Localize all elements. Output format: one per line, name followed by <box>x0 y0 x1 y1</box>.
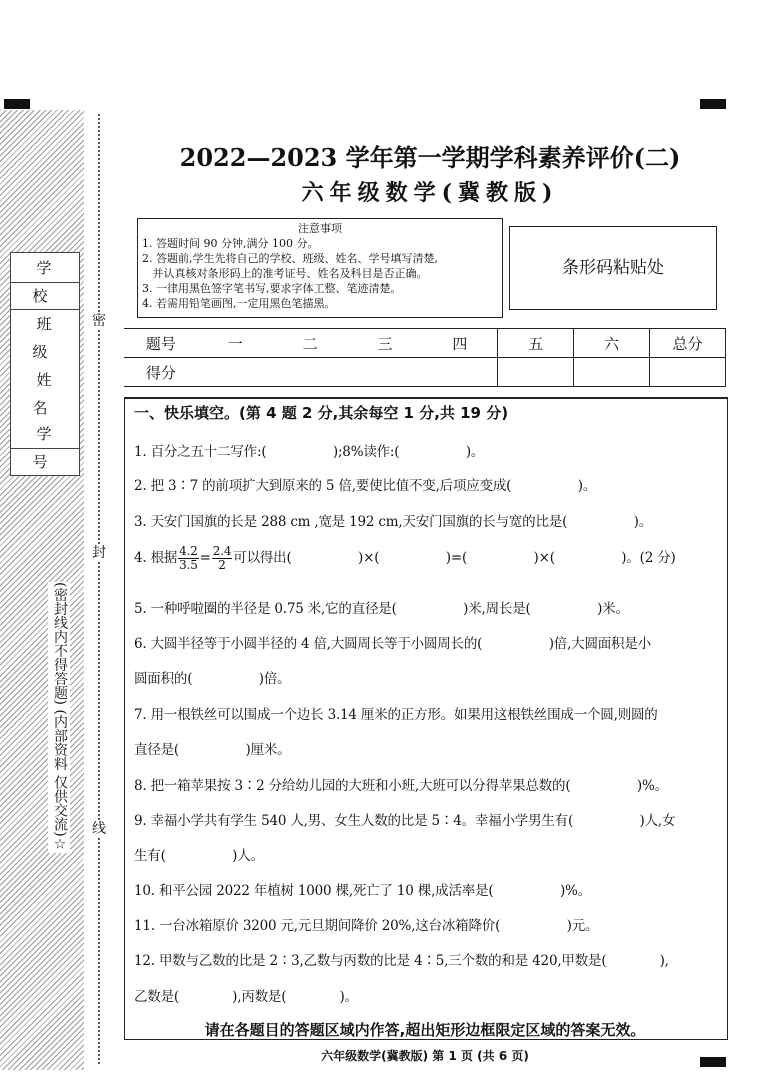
score-row-label: 得分 <box>124 358 198 387</box>
notice-item: 并认真核对条形码上的准考证号、姓名及科目是否正确。 <box>142 267 428 280</box>
score-header: 二 <box>273 329 348 358</box>
score-header: 总分 <box>650 329 726 358</box>
notice-item: 3. 一律用黑色签字笔书写,要求字体工整、笔迹清楚。 <box>142 282 402 295</box>
seal-dotted-line <box>98 114 100 1064</box>
score-table <box>124 328 726 387</box>
question-4 <box>134 545 676 572</box>
fraction-denominator: 2 <box>218 558 226 572</box>
question-12-line1: 12. 甲数与乙数的比是 2∶3,乙数与丙数的比是 4∶5,三个数的和是 420,甲数是( ), <box>134 953 669 969</box>
section-heading: 一、快乐填空。(第 4 题 2 分,其余每空 1 分,共 19 分) <box>134 404 509 422</box>
score-header: 一 <box>198 329 273 358</box>
score-header: 四 <box>422 329 497 358</box>
question-9-line2: 生有( )人。 <box>134 848 264 864</box>
fraction <box>178 545 198 572</box>
barcode-area: 条形码粘贴处 <box>509 226 717 310</box>
question-8: 8. 把一箱苹果按 3∶2 分给幼儿园的大班和小班,大班可以分得苹果总数的( )%。 <box>134 778 668 794</box>
registration-mark-top-right <box>700 99 726 109</box>
question-6-line1: 6. 大圆半径等于小圆半径的 4 倍,大圆周长等于小圆周长的( )倍,大圆面积是小 <box>134 636 651 652</box>
seal-char-mi: 密 <box>92 313 106 329</box>
exam-subtitle: 六年级数学(冀教版) <box>301 180 559 206</box>
divider <box>11 282 79 283</box>
score-cell[interactable] <box>422 358 497 387</box>
field-school: 学 校 <box>32 259 62 305</box>
score-table-header-row <box>124 329 726 358</box>
score-cell[interactable] <box>198 358 273 387</box>
score-header: 六 <box>574 329 650 358</box>
notice-item: 4. 若需用铅笔画图,一定用黑色笔描黑。 <box>142 297 336 310</box>
score-header: 五 <box>498 329 574 358</box>
question-7-line1: 7. 用一根铁丝可以围成一个边长 3.14 厘米的正方形。如果用这根铁丝围成一个圆,则圆的 <box>134 707 658 723</box>
fraction-numerator: 2.4 <box>212 544 232 558</box>
score-row <box>124 358 726 387</box>
field-name: 姓 名 <box>32 371 62 417</box>
field-student-id: 学 号 <box>32 425 62 471</box>
divider <box>11 448 79 449</box>
question-6-line2: 圆面积的( )倍。 <box>134 671 291 687</box>
question-4-prefix: 4. 根据 <box>134 550 178 566</box>
score-header: 题号 <box>124 329 198 358</box>
equals-sign: = <box>199 550 211 566</box>
answer-area-warning: 请在各题目的答题区域内作答,超出矩形边框限定区域的答案无效。 <box>204 1021 646 1039</box>
score-cell[interactable] <box>273 358 348 387</box>
question-7-line2: 直径是( )厘米。 <box>134 742 291 758</box>
seal-char-xian: 线 <box>92 821 106 837</box>
score-cell[interactable] <box>574 358 650 387</box>
score-cell[interactable] <box>348 358 423 387</box>
question-2: 2. 把 3∶7 的前项扩大到原来的 5 倍,要使比值不变,后项应变成( )。 <box>134 478 597 494</box>
score-cell[interactable] <box>650 358 726 387</box>
field-class: 班 级 <box>32 315 62 361</box>
fraction-denominator: 3.5 <box>179 558 198 572</box>
question-5: 5. 一种呼啦圈的半径是 0.75 米,它的直径是( )米,周长是( )米。 <box>134 601 629 617</box>
notice-item: 2. 答题前,学生先将自己的学校、班级、姓名、学号填写清楚, <box>142 252 438 265</box>
exam-title: 2022—2023 学年第一学期学科素养评价(二) <box>179 143 681 172</box>
page-footer: 六年级数学(冀教版) 第 1 页 (共 6 页) <box>321 1049 529 1063</box>
fraction <box>212 545 232 572</box>
question-12-line2: 乙数是( ),丙数是( )。 <box>134 989 358 1005</box>
registration-mark-top-left <box>4 99 30 109</box>
question-1: 1. 百分之五十二写作:( );8%读作:( )。 <box>134 444 485 460</box>
question-11: 11. 一台冰箱原价 3200 元,元旦期间降价 20%,这台冰箱降价( )元。 <box>134 918 599 934</box>
score-header: 三 <box>348 329 423 358</box>
question-10: 10. 和平公园 2022 年植树 1000 棵,死亡了 10 棵,成活率是( )%。 <box>134 883 591 899</box>
notice-item: 1. 答题时间 90 分钟,满分 100 分。 <box>142 237 319 250</box>
notice-title: 注意事项 <box>298 222 342 235</box>
student-info-box <box>10 252 80 476</box>
question-3: 3. 天安门国旗的长是 288 cm ,宽是 192 cm,天安门国旗的长与宽的比是( )。 <box>134 514 653 530</box>
score-cell[interactable] <box>498 358 574 387</box>
question-9-line1: 9. 幸福小学共有学生 540 人,男、女生人数的比是 5∶4。幸福小学男生有( )人,女 <box>134 813 676 829</box>
question-4-suffix: 可以得出( )×( )=( )×( )。(2 分) <box>233 550 676 566</box>
seal-char-feng: 封 <box>92 545 106 561</box>
notice-box <box>137 218 503 318</box>
fraction-numerator: 4.2 <box>179 544 198 558</box>
seal-line-notice: (密封线内不得答题) (内部资料 仅供交流)☆ <box>48 582 70 853</box>
